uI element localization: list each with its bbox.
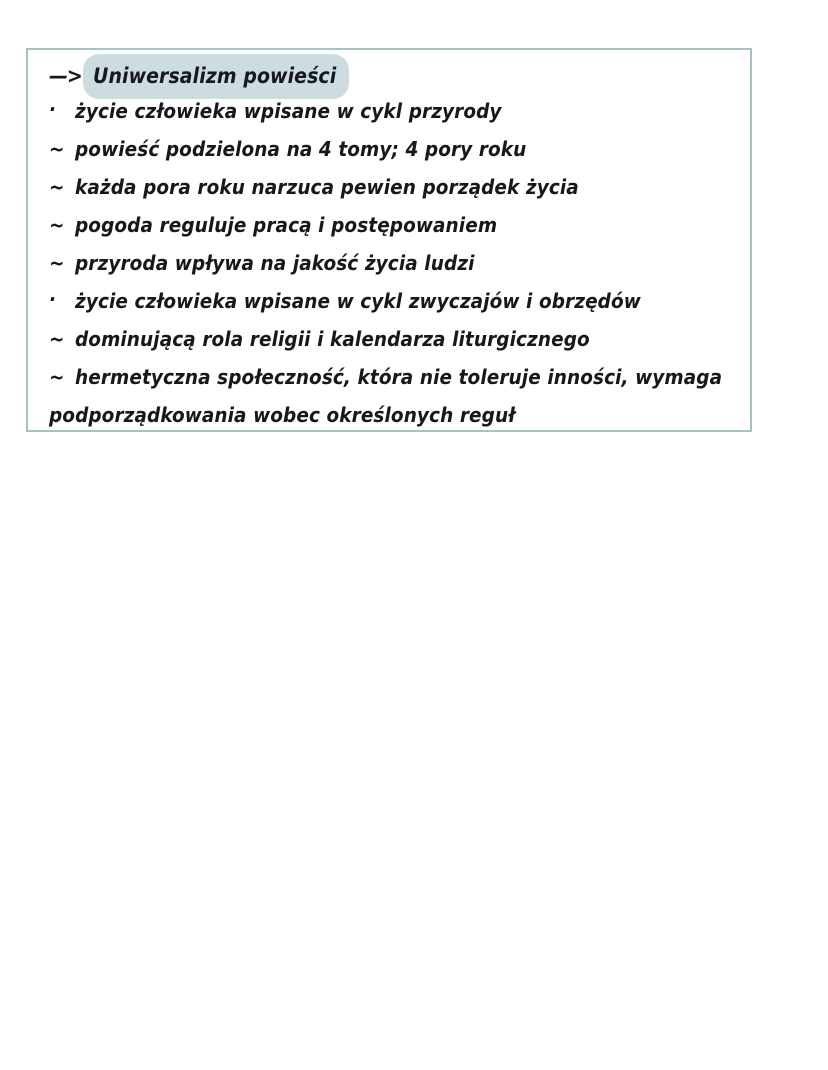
- note-line-text: dominującą rola religii i kalendarza liturgicznego: [75, 327, 590, 351]
- note-line-text: każda pora roku narzuca pewien porządek życia: [75, 175, 579, 199]
- bullet-tilde-icon: ~: [49, 137, 65, 161]
- bullet-dot-icon: ·: [49, 287, 56, 311]
- note-line-text: powieść podzielona na 4 tomy; 4 pory roku: [75, 137, 527, 161]
- bullet-tilde-icon: ~: [49, 251, 65, 275]
- bullet-tilde-icon: ~: [49, 175, 65, 199]
- note-line: [28, 396, 750, 434]
- note-line: [28, 130, 750, 168]
- note-line: [28, 282, 750, 320]
- note-line: [28, 92, 750, 130]
- note-title-line: [28, 54, 750, 92]
- note-line-text: pogoda reguluje pracą i postępowaniem: [75, 213, 498, 237]
- bullet-tilde-icon: ~: [49, 327, 65, 351]
- bullet-tilde-icon: ~: [49, 365, 65, 389]
- note-line-text: życie człowieka wpisane w cykl przyrody: [75, 99, 502, 123]
- bullet-dot-icon: ·: [49, 97, 56, 121]
- note-line-list: [28, 50, 750, 434]
- note-line-text: przyroda wpływa na jakość życia ludzi: [75, 251, 475, 275]
- note-line: [28, 168, 750, 206]
- note-line-text: życie człowieka wpisane w cykl zwyczajów i obrzędów: [75, 289, 641, 313]
- bullet-tilde-icon: ~: [49, 213, 65, 237]
- note-line-text: podporządkowania wobec określonych reguł: [49, 403, 516, 427]
- note-line: [28, 358, 750, 396]
- note-title-text: Uniwersalizm powieści: [83, 54, 349, 99]
- note-line: [28, 206, 750, 244]
- note-line: [28, 320, 750, 358]
- bullet-arrow-icon: —>: [49, 64, 82, 88]
- note-line-text: hermetyczna społeczność, która nie toleruje inności, wymaga: [75, 365, 723, 389]
- note-line: [28, 244, 750, 282]
- note-box: [26, 48, 752, 432]
